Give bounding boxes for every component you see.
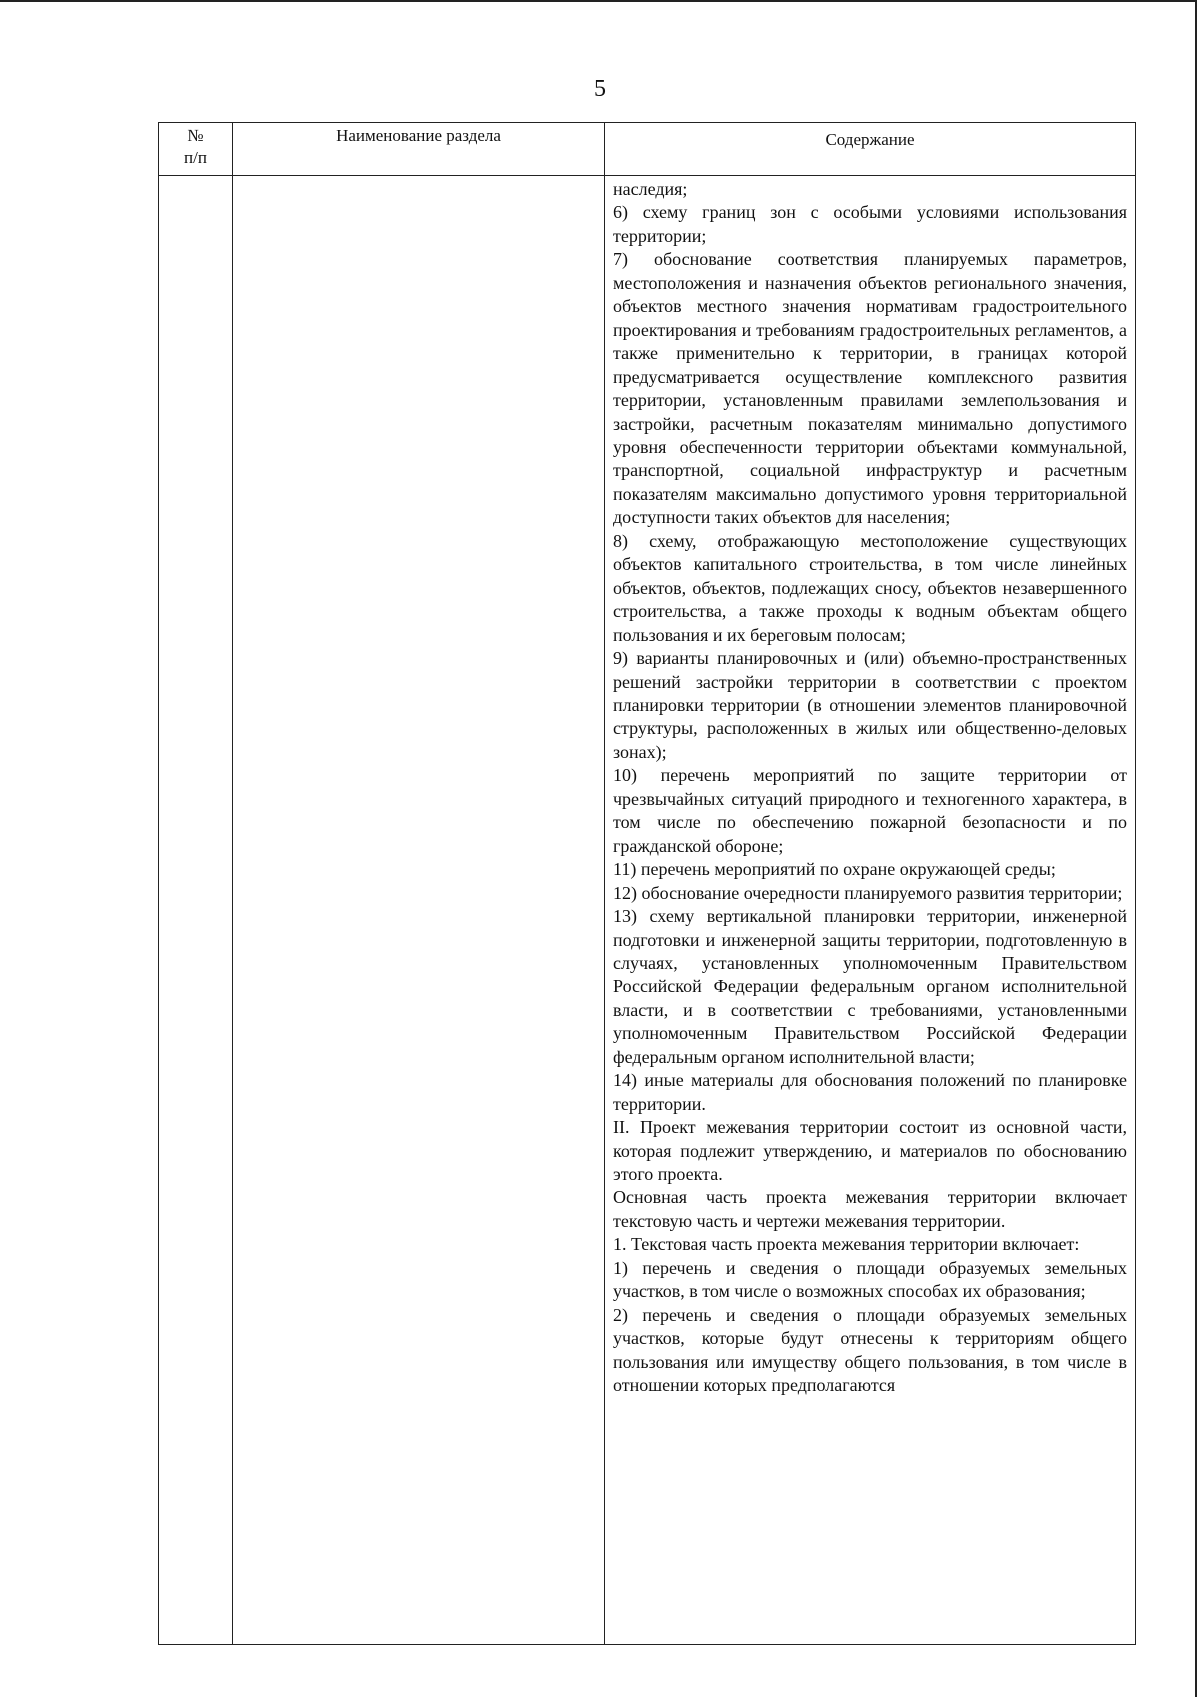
content-paragraph: 12) обоснование очередности планируемого развития территории;: [613, 882, 1123, 903]
table-header-row: [159, 123, 1136, 176]
header-number-abbrev: п/п: [184, 148, 207, 167]
page-number: 5: [594, 76, 606, 102]
table-row: [159, 176, 1136, 1645]
content-paragraph: 6) схему границ зон с особыми условиями использования территории;: [613, 202, 1127, 246]
header-content: Содержание: [605, 123, 1136, 176]
content-paragraph: 7) обоснование соответствия планируемых параметров, местоположения и назначения объектов регионального значения, объектов местного значения нормативам градостроительного проектирования и требованиям градостроительных регламентов, а также применительно к территории, в границах которой предусматривается осуществление комплексного развития территории, установленным правилами землепользования и застройки, расчетным показателям минимально допустимого уровня обеспеченности территории объектами коммунальной, транспортной, социальной инфраструктур и расчетным показателям максимально допустимого уровня территориальной доступности таких объектов для населения;: [613, 249, 1127, 528]
document-table: [158, 122, 1136, 1645]
content-paragraph: 1) перечень и сведения о площади образуемых земельных участков, в том числе о возможных способах их образования;: [613, 1257, 1127, 1302]
content-paragraph: 13) схему вертикальной планировки территории, инженерной подготовки и инженерной защиты территории, подготовленную в случаях, установленных уполномоченным Правительством Российской Федерации федеральным органом исполнительной власти, и в соответствии с требованиями, установленными уполномоченным Правительством Российской Федерации федеральным органом исполнительной власти;: [613, 906, 1127, 1067]
header-number-symbol: №: [187, 126, 204, 145]
content-paragraph: Основная часть проекта межевания территории включает текстовую часть и чертежи межевания территории.: [613, 1187, 1127, 1231]
content-paragraph: наследия;: [613, 179, 688, 199]
row-content-cell: [605, 176, 1136, 1645]
content-paragraph: 1. Текстовая часть проекта межевания территории включает:: [613, 1234, 1080, 1255]
content-paragraph: 11) перечень мероприятий по охране окружающей среды;: [613, 859, 1056, 880]
row-number-cell: [159, 176, 233, 1645]
content-paragraph: 10) перечень мероприятий по защите территории от чрезвычайных ситуаций природного и техногенного характера, в том числе по обеспечению пожарной безопасности и по гражданской обороне;: [613, 765, 1127, 856]
content-paragraph: II. Проект межевания территории состоит из основной части, которая подлежит утверждению, и материалов по обоснованию этого проекта.: [613, 1117, 1127, 1185]
content-paragraph: 8) схему, отображающую местоположение существующих объектов капитального строительства, в том числе линейных объектов, объектов, подлежащих сносу, объектов незавершенного строительства, а также проходы к водным объектам общего пользования и их береговым полосам;: [613, 530, 1127, 645]
content-paragraph: 9) варианты планировочных и (или) объемно-пространственных решений застройки территории в соответствии с проектом планировки территории (в отношении элементов планировочной структуры, расположенных в жилых или общественно-деловых зонах);: [613, 648, 1127, 762]
header-number-cell: [159, 123, 233, 176]
content-paragraph: 2) перечень и сведения о площади образуемых земельных участков, которые будут отнесены к территориям общего пользования или имуществу общего пользования, в том числе в отношении которых предполагаются: [613, 1304, 1127, 1396]
row-section-name-cell: [233, 176, 605, 1645]
content-paragraph: 14) иные материалы для обоснования положений по планировке территории.: [613, 1070, 1127, 1114]
header-section-name: Наименование раздела: [233, 123, 605, 176]
